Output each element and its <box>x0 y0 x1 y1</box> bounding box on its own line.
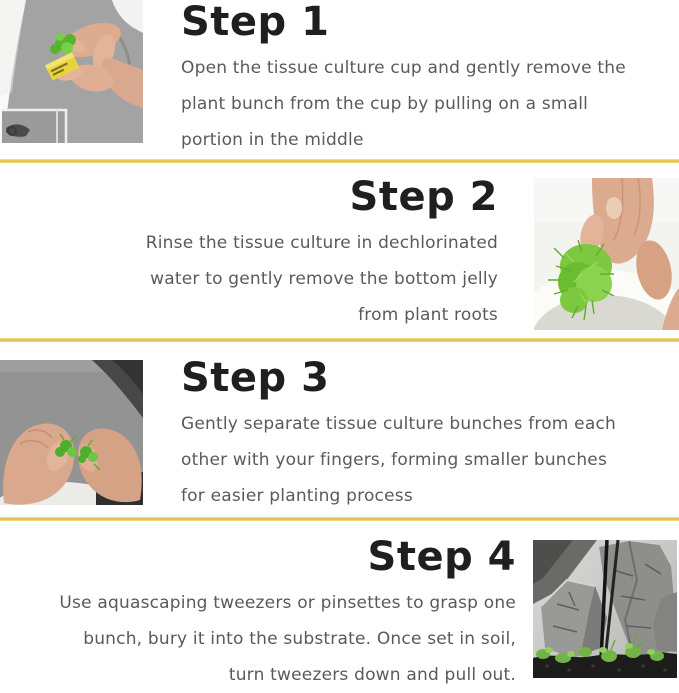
step-2-line-1: Rinse the tissue culture in dechlorinated <box>145 233 498 253</box>
step-1-line-3: portion in the middle <box>181 130 364 150</box>
step-1-section <box>0 0 679 159</box>
step-1-image <box>0 0 143 143</box>
step-3-image <box>0 360 143 505</box>
step-4-line-2: bunch, bury it into the substrate. Once set in soil, <box>83 629 516 649</box>
step-3-title: Step 3 <box>181 355 330 401</box>
step-4-section <box>0 521 679 684</box>
aquarium-corner <box>2 110 66 143</box>
step-2-title: Step 2 <box>349 174 498 220</box>
step-2-text-block <box>146 175 498 333</box>
step-2-line-3: from plant roots <box>358 305 498 325</box>
step-4-title: Step 4 <box>367 534 516 580</box>
step-2-image <box>534 178 679 330</box>
step-2-photo-illustration <box>534 178 679 330</box>
step-3-section <box>0 342 679 517</box>
step-1-line-1: Open the tissue culture cup and gently remove the <box>181 58 626 78</box>
step-3-text-block <box>181 356 616 514</box>
step-4-text-block <box>59 535 516 693</box>
step-4-image <box>533 540 677 678</box>
step-1-line-2: plant bunch from the cup by pulling on a small <box>181 94 589 114</box>
step-3-line-3: for easier planting process <box>181 486 413 506</box>
step-3-photo-illustration <box>0 360 143 505</box>
step-4-photo-illustration <box>533 540 677 678</box>
step-3-line-2: other with your fingers, forming smaller bunches <box>181 450 608 470</box>
step-3-line-1: Gently separate tissue culture bunches from each <box>181 414 616 434</box>
step-1-title: Step 1 <box>181 0 330 45</box>
step-1-photo-illustration <box>0 0 143 143</box>
step-4-line-1: Use aquascaping tweezers or pinsettes to grasp one <box>59 593 516 613</box>
step-4-line-3: turn tweezers down and pull out. <box>228 665 516 685</box>
step-2-section <box>0 163 679 338</box>
step-1-text-block <box>181 0 626 158</box>
step-2-line-2: water to gently remove the bottom jelly <box>150 269 498 289</box>
